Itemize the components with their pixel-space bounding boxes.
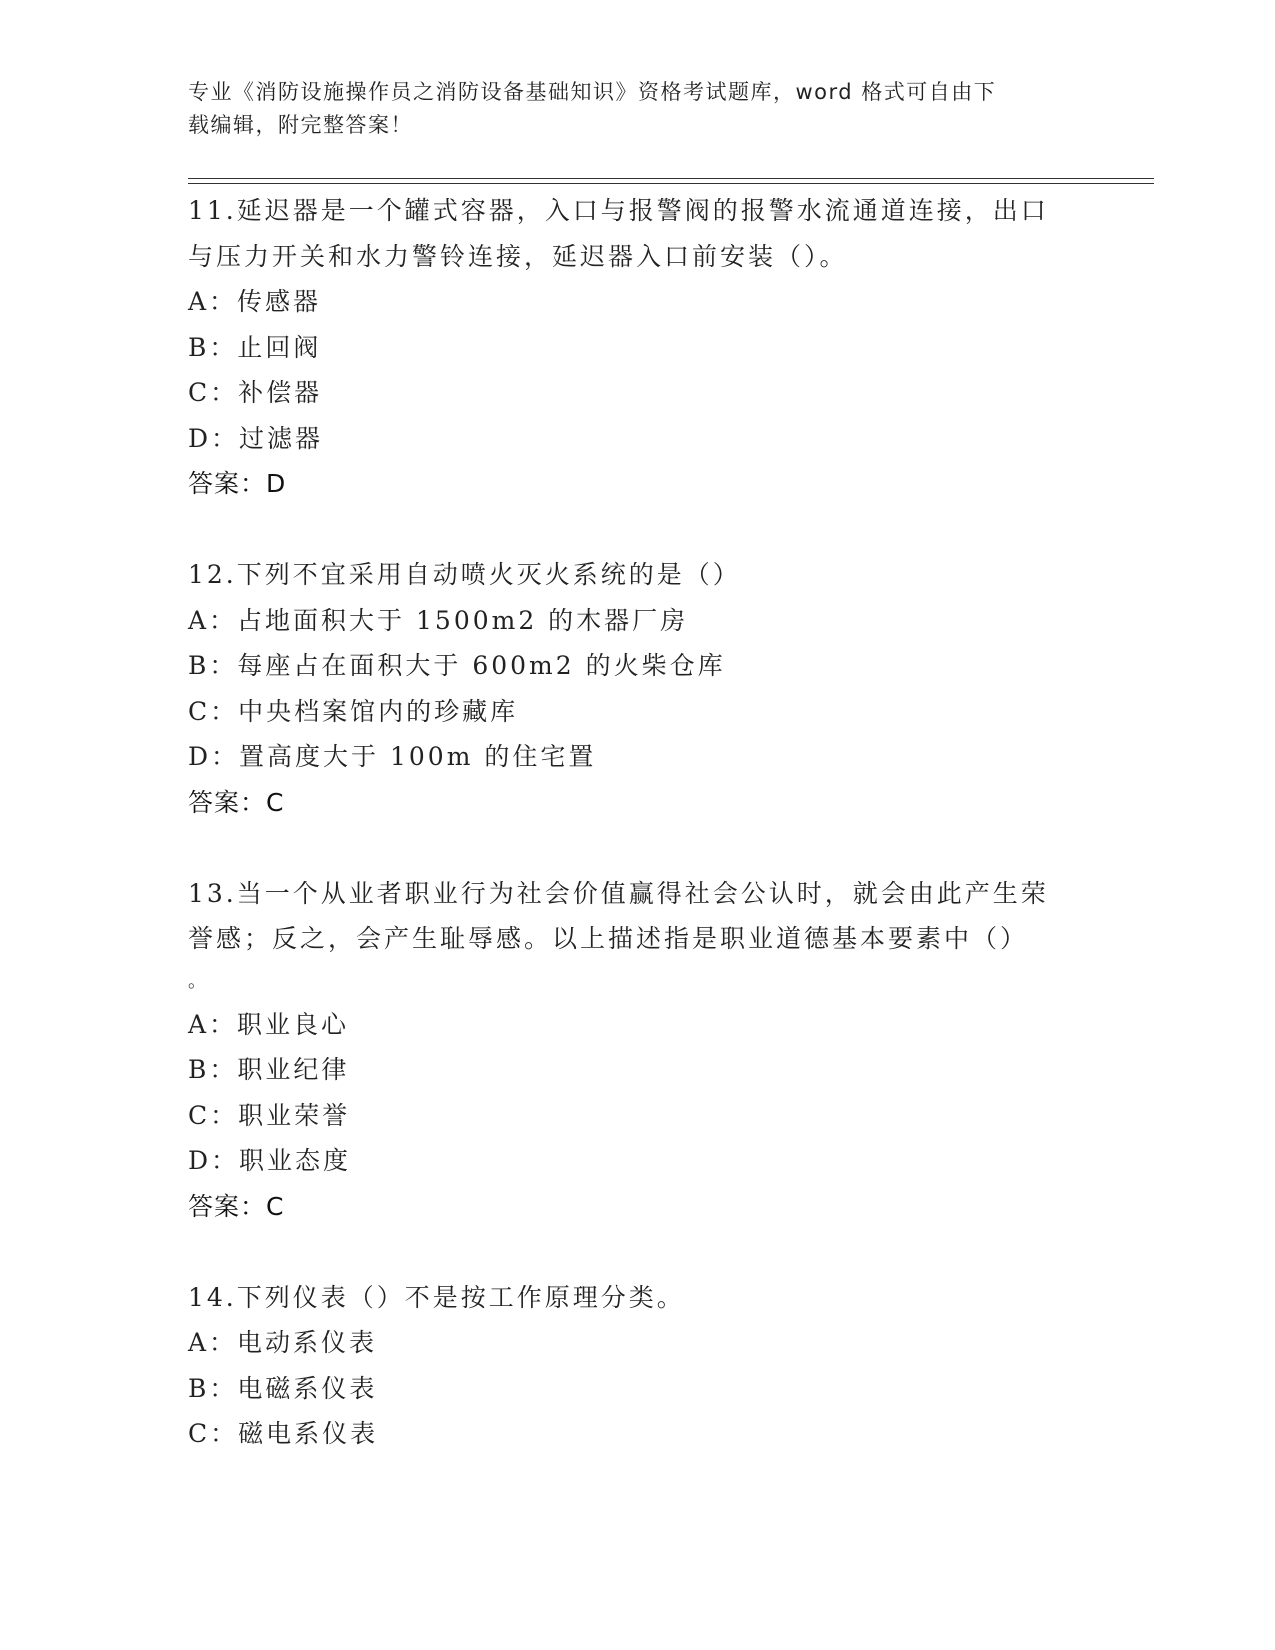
- option-c: C：磁电系仪表: [188, 1419, 379, 1448]
- header-line-2: 载编辑，附完整答案！: [188, 113, 413, 137]
- question-13: [188, 871, 1088, 1230]
- option-c: C：职业荣誉: [188, 1100, 351, 1130]
- answer-label: 答案：C: [188, 787, 285, 817]
- spacer: [188, 1229, 1088, 1275]
- question-stem-line: 与压力开关和水力警铃连接，延迟器入口前安装（）。: [188, 241, 848, 271]
- answer-label: 答案：D: [188, 469, 287, 498]
- header-divider-bottom: [188, 183, 1154, 184]
- spacer: [188, 507, 1088, 553]
- question-stem-line: 12.下列不宜采用自动喷火灭火系统的是（）: [188, 560, 741, 589]
- option-a: A：职业良心: [188, 1009, 350, 1039]
- header-divider-top: [188, 178, 1154, 179]
- question-stem-line: 13.当一个从业者职业行为社会价值赢得社会公认时，就会由此产生荣: [188, 878, 1049, 908]
- question-stem-line: 誉感；反之，会产生耻辱感。以上描述指是职业道德基本要素中（）: [188, 924, 1029, 953]
- option-d: D：置高度大于 100m 的住宅置: [188, 742, 597, 771]
- option-d: D：职业态度: [188, 1146, 352, 1175]
- option-c: C：补偿器: [188, 378, 323, 407]
- option-a: A：占地面积大于 1500m2 的木器厂房: [188, 605, 689, 635]
- answer-label: 答案：C: [188, 1191, 285, 1221]
- question-12: [188, 552, 1088, 825]
- option-b: B：电磁系仪表: [188, 1373, 378, 1403]
- question-stem-line: 11.延迟器是一个罐式容器，入口与报警阀的报警水流通道连接，出口: [188, 196, 1049, 225]
- question-14: [188, 1275, 1088, 1457]
- option-c: C：中央档案馆内的珍藏库: [188, 696, 519, 726]
- option-b: B：止回阀: [188, 332, 322, 362]
- spacer: [188, 825, 1088, 871]
- option-b: B：每座占在面积大于 600m2 的火柴仓库: [188, 651, 726, 680]
- document-header: [188, 76, 1068, 142]
- option-d: D：过滤器: [188, 423, 324, 453]
- question-list: [188, 188, 1088, 1457]
- option-a: A：电动系仪表: [188, 1328, 378, 1357]
- question-stem-line: 。: [188, 970, 209, 992]
- option-a: A：传感器: [188, 287, 322, 316]
- option-b: B：职业纪律: [188, 1055, 350, 1084]
- question-11: [188, 188, 1088, 507]
- header-line-1: 专业《消防设施操作员之消防设备基础知识》资格考试题库，word 格式可自由下: [188, 80, 997, 104]
- question-stem-line: 14.下列仪表（）不是按工作原理分类。: [188, 1282, 685, 1312]
